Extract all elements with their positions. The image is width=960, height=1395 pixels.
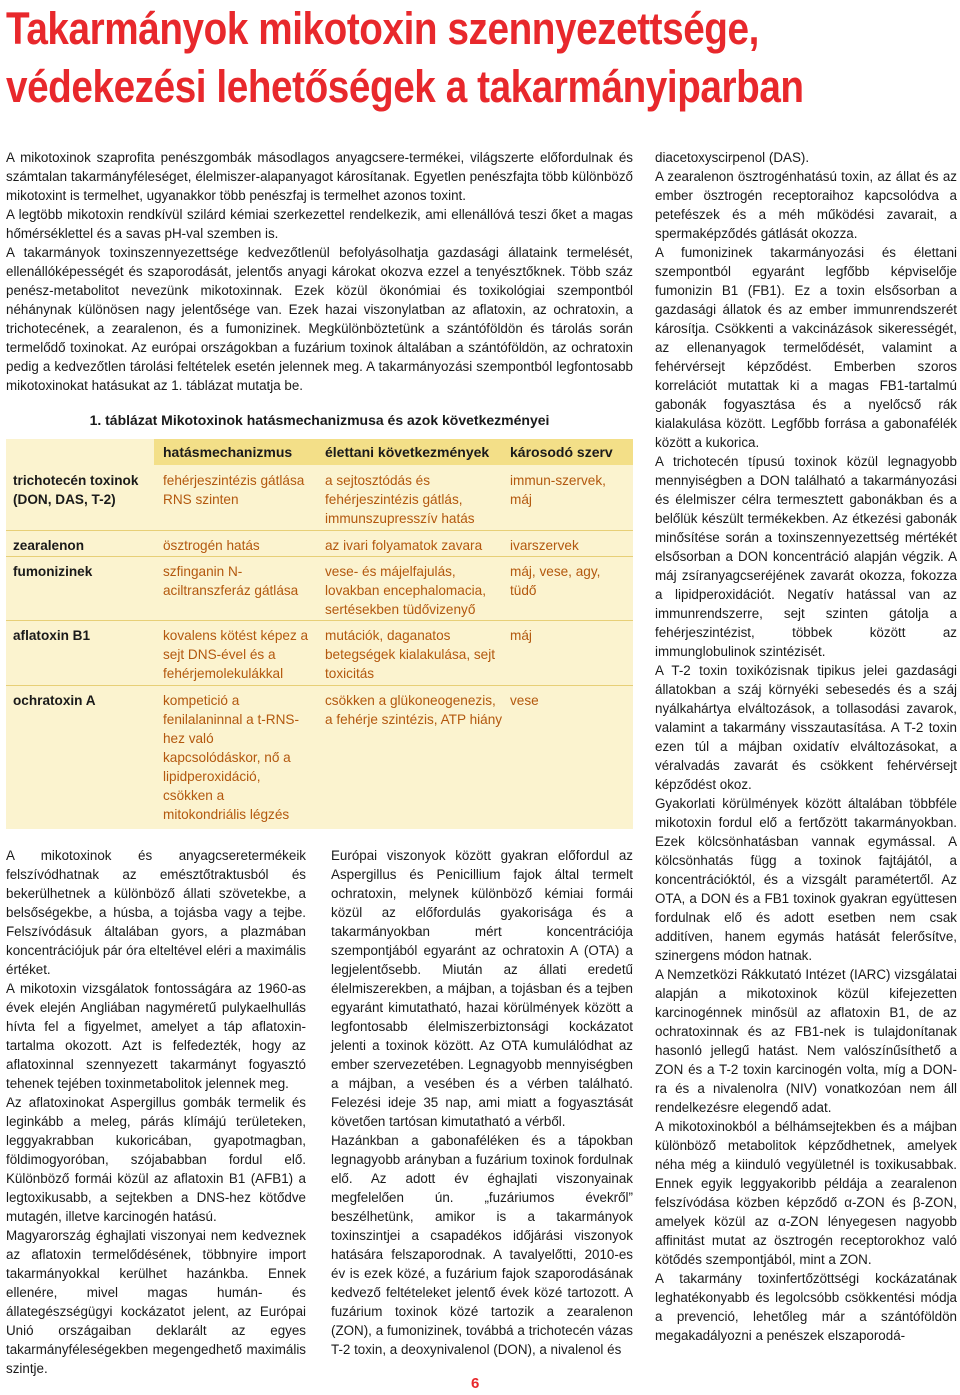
table-row-toxin: zearalenon bbox=[13, 538, 85, 553]
table-row-mechanism: ösztrogén hatás bbox=[163, 538, 260, 553]
body-paragraph: A Nemzetközi Rákkutató Intézet (IARC) vizsgálatai alapján a mikotoxinok közül kifejezetten karcinogénnek minősül az aflatoxin B1, de az ochratoxinnak és az FB1-nek is tulajdonítanak hasonló jellegű hatást. Nem valószínűsíthető a ZON és a T-2 toxin karcinogén volta, míg a DON-ra és a nivalenolra (NIV) vonatkozóan nem áll rendelkezésre elegendő adat. bbox=[655, 967, 957, 1115]
row-divider bbox=[6, 685, 633, 686]
body-paragraph: A T-2 toxin toxikózisnak tipikus jelei gazdasági állatokban a száj környéki sebesedés és a száj nyálkahártya elváltozások, a tollasodási zavarok, valamint a takarmány visszautasítása. A T-2 toxin ezen túl a májban oxidatív elváltozásokat, a véralvadás zavarát és csökkent fehérvérsejt képződést okoz. bbox=[655, 663, 957, 792]
table-caption: 1. táblázat Mikotoxinok hatásmechanizmusa és azok következményei bbox=[89, 412, 550, 428]
header-organ: károsodó szerv bbox=[510, 444, 613, 460]
table-row-organ: máj, vese, agy, tüdő bbox=[510, 564, 601, 598]
table-row-effect: vese- és májelfajulás, lovakban encephalomacia, sertésekben tüdővizenyő bbox=[325, 564, 486, 617]
body-paragraph: Az aflatoxinokat Aspergillus gombák termelik és leginkább a meleg, párás klímájú területeken, leggyakrabban kukoricában, gyapotmagban, földimogyoróban, szójababban fordul elő. Különböző formái közül az aflatoxin B1 (AFB1) a legtoxikusabb, a sejtekben a DNS-hez kötődve mutagén, illetve karcinogén hatású. bbox=[6, 1095, 306, 1224]
table-row-mechanism: fehérjeszintézis gátlása RNS szinten bbox=[163, 473, 305, 507]
row-divider bbox=[6, 556, 633, 557]
table-row-effect: mutációk, daganatos betegségek kialakulása, sejt toxicitás bbox=[325, 628, 496, 681]
body-paragraph: Magyarország éghajlati viszonyai nem kedveznek az aflatoxin termelődésének, többnyire import takarmányokkal kerülhet hazánkba. Ennek ellenére, mivel magas humán- és állategészségügyi kockázatot jelent, az Európai Unió országaiban deklarált az egyes takarmányféleségekben megengedhető maximális szintje. bbox=[6, 1228, 306, 1376]
table-row-toxin: ochratoxin A bbox=[13, 693, 96, 708]
page-number: 6 bbox=[471, 1375, 480, 1392]
table-row-effect: a sejtosztódás és fehérjeszintézis gátlás, immunszupresszív hatás bbox=[325, 473, 475, 526]
left-column bbox=[6, 846, 306, 1378]
body-paragraph: Európai viszonyok között gyakran előfordul az Aspergillus és Penicillium fajok által termelt ochratoxin, melynek különböző kémiai formái közül az előfordulás gyakorisága és a takarmányokban mért koncentrációja szempontjából egyaránt az ochratoxin A (OTA) a legjelentősebb. Miután az állati eredetű élelmiszerekben, a májban, a tojásban és a tejben egyaránt kimutatható, hazai körülmények között a legfontosabb élelmiszerbiztonsági kockázatot jelenti a toxinok között. Az OTA kumulálódhat az ember szervezetében. Legnagyobb mennyiségben a májban, a vesében és a vérben található. Felezési ideje 35 nap, ami miatt a fogyasztását követően tartósan kimutatható a vérből. bbox=[331, 848, 633, 1129]
table-row-toxin: trichotecén toxinok (DON, DAS, T-2) bbox=[13, 473, 139, 507]
table-row-effect: csökken a glükoneogenezis, a fehérje szintézis, ATP hiány bbox=[325, 693, 503, 727]
table-row-toxin: fumonizinek bbox=[13, 564, 93, 579]
title-line-1: Takarmányok mikotoxin szennyezettsége, bbox=[6, 3, 759, 54]
body-paragraph: diacetoxyscirpenol (DAS). bbox=[655, 150, 810, 165]
row-divider bbox=[6, 530, 633, 531]
intro-paragraph: A legtöbb mikotoxin rendkívül szilárd kémiai szerkezettel rendelkezik, ami ellenállóvá teszi őket a magas hőmérséklettel és a savas pH-val szemben is. bbox=[6, 207, 633, 241]
body-paragraph: Gyakorlati körülmények között általában többféle mikotoxin fordul elő a fertőzött takarmányokban. Ezek kölcsönhatásban vannak egymással. A kölcsönhatás függ a toxinok fajtájától, a koncentrációktól, és a vizsgált paramétertől. Az OTA, a DON és a FB1 toxinok gyakran együttesen fordulnak elő és adott esetben nem csak additíven, hanem egymás hatását felerősítve, szinergens módon hatnak. bbox=[655, 796, 957, 963]
header-effect: élettani következmények bbox=[325, 444, 490, 460]
row-divider bbox=[6, 620, 633, 621]
table-row-mechanism: kovalens kötést képez a sejt DNS-ével és a fehérjemolekulákkal bbox=[163, 628, 309, 681]
middle-column bbox=[331, 846, 633, 1359]
table-row-organ: immun-szervek, máj bbox=[510, 473, 606, 507]
intro-paragraph: A mikotoxinok szaprofita penészgombák másodlagos anyagcsere-termékei, világszerte előfordulnak és számtalan takarmányféleséget, élelmiszer-alapanyagot károsítanak. Egyetlen penészfajta több különböző mikotoxint is termelhet, ugyanakkor több penészfaj is termelhet azonos toxint. bbox=[6, 150, 633, 203]
body-paragraph: A zearalenon ösztrogénhatású toxin, az állat és az ember ösztrogén receptoraihoz kapcsolódva a petefészek és a méh működési zavarait, a spermaképződés gátlását okozza. bbox=[655, 169, 957, 241]
table-row-mechanism: szfinganin N-aciltranszferáz gátlása bbox=[163, 564, 299, 598]
right-column bbox=[655, 148, 957, 1345]
body-paragraph: A fumonizinek takarmányozási és élettani szempontból egyaránt legfőbb képviselője fumonizin B1 (FB1). Ez a toxin elsősorban a gazdasági állatok és az ember immunrendszerét károsítja. Csökkenti a vakcinázások sikerességét, az ellenanyagok termelődését, valamint a fehérvérsejt képződést. Emberben szoros korrelációt mutattak ki a magas FB1-tartalmú gabonák fogyasztása és a nyelőcső rák kialakulása között. Legfőbb forrása a gabonafélék között a kukorica. bbox=[655, 245, 957, 450]
intro-text bbox=[6, 148, 633, 395]
table-row-organ: ivarszervek bbox=[510, 538, 579, 553]
page-title bbox=[6, 0, 823, 116]
body-paragraph: A mikotoxinok és anyagcseretermékeik felszívódhatnak az emésztőtraktusból és bekerülhetnek a különböző állati szövetekbe, a belsőségekbe, a húsba, a tojásba vagy a tejbe. Felszívódásuk általában gyors, a plazmában koncentrációjuk pár óra elteltével eléri a maximális értéket. bbox=[6, 848, 306, 977]
title-line-2: védekezési lehetőségek a takarmányiparban bbox=[6, 61, 804, 112]
table-row-organ: máj bbox=[510, 628, 532, 643]
body-paragraph: A takarmány toxinfertőzöttségi kockázatának leghatékonyabb és legolcsóbb csökkentési módja a prevenció, lehetőleg már a szántóföldön megakadályozni a penészek elszaporodá- bbox=[655, 1271, 957, 1343]
body-paragraph: A mikotoxinokból a bélhámsejtekben és a májban különböző metabolitok képződhetnek, amelyek néha még a kiinduló vegyületnél is toxikusabbak. Ennek egyik leggyakoribb példája a zearalenon felszívódása közben képződő α-ZON és β-ZON, amelyek közül az α-ZON lényegesen nagyobb affinitást mutat az ösztrogén receptorokhoz való kötődés szempontjából, mint a ZON. bbox=[655, 1119, 957, 1267]
body-paragraph: A mikotoxin vizsgálatok fontosságára az 1960-as évek elején Angliában nagyméretű pulykaelhullás hívta fel a figyelmet, amelyet a táp aflatoxin-tartalma okozott. Azt is felfedezték, hogy az aflatoxinnal szennyezett takarmányt fogyasztó tehenek tejében toxinmetabolitok jelennek meg. bbox=[6, 981, 306, 1091]
header-mechanism: hatásmechanizmus bbox=[163, 444, 293, 460]
body-paragraph: Hazánkban a gabonaféléken és a tápokban legnagyobb arányban a fuzárium toxinok fordulnak elő. Az adott év éghajlati viszonyainak megfelelően ún. „fuzáriumos évekről” beszélhetünk, amikor is a takarmányok toxinszintjei a csapadékos időjárási viszonyok hatására felszaporodnak. A tavalyelőtti, 2010-es év is ezek közé, a fuzárium fajok szaporodásának kedvező feltételeket jelentő évek közé tartozott. A fuzárium toxinok közé tartozik a zearalenon (ZON), a fumonizinek, továbbá a trichotecén vázas T-2 toxin, a deoxynivalenol (DON), a nivalenol és bbox=[331, 1133, 633, 1357]
intro-paragraph: A takarmányok toxinszennyezettsége kedvezőtlenül befolyásolhatja gazdasági állataink termelését, ellenállóképességét és szaporodását, jelentős anyagi károkat okozva ezzel a tenyésztőknek. Több száz penész-metabolitot nevezünk mikotoxinnak. Ezek közül ökonómiai és toxikológiai szempontból néhánynak különösen nagy jelentősége van. Ezek hazai viszonylatban az aflatoxin, az ochratoxin, a trichotecének, a zearalenon, és a fumonizinek. Megkülönböztetünk a szántóföldön és tárolás során termelődő toxinokat. Az európai országokban a fuzárium toxinok általában a szántóföldön, az ochratoxin pedig a kedvezőtlen tárolási feltételek esetén jelennek meg. A takarmányozási szempontból legfontosabb mikotoxinokat hatásukat az 1. táblázat mutatja be. bbox=[6, 245, 633, 393]
body-paragraph: A trichotecén típusú toxinok közül legnagyobb mennyiségben a DON található a takarmányozási és élelmiszer célra termesztett gabonákban és a belőlük készült termékekben. Az étkezési gabonák minősítése során a toxinszennyezettség mértékét elsősorban a DON koncentráció alapján végzik. A máj zsíranyagcseréjének zavarát okozza, fokozza a lipidperoxidációt. Negatív hatással van az immunrendszerre, sejt szinten gátolja a fehérjeszintézist, többek között az immunglobulinok szintézisét. bbox=[655, 454, 957, 659]
table-row-organ: vese bbox=[510, 693, 539, 708]
table-row-toxin: aflatoxin B1 bbox=[13, 628, 91, 643]
table-row-effect: az ivari folyamatok zavara bbox=[325, 538, 483, 553]
table-row-mechanism: kompetició a fenilalaninnal a t-RNS-hez való kapcsolódáskor, nő a lipidperoxidáció, csökken a mitokondriális légzés bbox=[163, 693, 300, 822]
